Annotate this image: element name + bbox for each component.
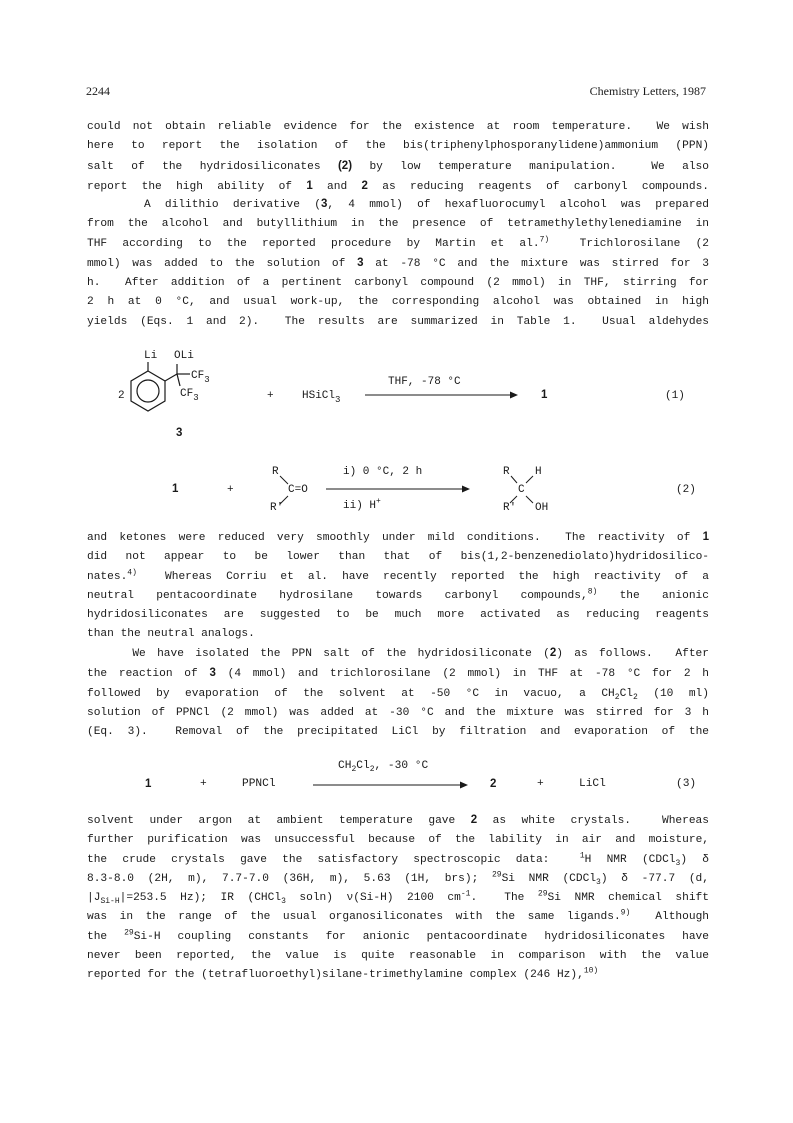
compound-3-label: 3: [176, 427, 183, 439]
product-1: 1: [541, 389, 548, 401]
group-cf3-bottom: $CF_3$: [180, 388, 199, 403]
text-line: We have isolated the PPN salt of the hydridosiliconate (2) as follows. After: [87, 647, 709, 660]
paragraph-characterization: [87, 811, 709, 986]
reactant-1: 1: [145, 778, 152, 790]
text-line: mmol) was added to the solution of 3 at -78 °C and the mixture was stirred for 3: [87, 256, 709, 270]
product-carbon: C: [518, 484, 525, 496]
text-line: and ketones were reduced very smoothly under mild conditions. The reactivity of 1: [87, 531, 709, 544]
plus-sign: +: [227, 484, 234, 496]
substituent-r: R: [272, 466, 279, 478]
reagent-ppncl: PPNCl: [242, 778, 276, 790]
text-line: than the neutral analogs.: [87, 628, 255, 641]
conditions-step-2: ii) H+: [343, 497, 381, 512]
paragraph-intro-continuation: [87, 118, 709, 197]
benzene-ring: [131, 371, 165, 411]
product-hydrogen: H: [535, 466, 542, 478]
text-line: h. After addition of a pertinent carbonyl compound (2 mmol) in THF, stirring for: [87, 277, 709, 290]
text-line: the crude crystals gave the satisfactory spectroscopic data: $^1$H NMR (CDCl$_3$) δ: [87, 850, 709, 868]
reaction-arrow: [313, 780, 473, 790]
substituent-r-prime: R': [270, 502, 284, 514]
text-line: the reaction of 3 (4 mmol) and trichlorosilane (2 mmol) in THF at -78 °C for 2 h: [87, 667, 709, 681]
text-line: report the high ability of 1 and 2 as reducing reagents of carbonyl compounds.: [87, 179, 709, 193]
plus-sign: +: [537, 778, 544, 790]
paragraph-synthesis: [87, 195, 709, 332]
text-line: A dilithio derivative (3, 4 mmol) of hexafluorocumyl alcohol was prepared: [87, 198, 709, 211]
bond-cf3-b: [177, 374, 180, 386]
product-hydroxyl: OH: [535, 502, 549, 514]
text-line: 2 h at 0 °C, and usual work-up, the corresponding alcohol was obtained in high: [87, 296, 709, 309]
text-line: the $^{29}$Si-H coupling constants for anionic pentacoordinate hydridosiliconates have: [87, 928, 709, 943]
paragraph-isolation: [87, 644, 709, 742]
arrowhead: [460, 782, 468, 789]
equation-number-2: (2): [676, 484, 696, 496]
arrowhead: [462, 486, 470, 493]
arrowhead: [510, 392, 518, 399]
plus-sign: +: [200, 778, 207, 790]
group-cf3-top: $CF_3$: [191, 370, 210, 385]
text-line: solution of PPNCl (2 mmol) was added at -30 °C and the mixture was stirred for 3 h: [87, 706, 709, 719]
bond-c: [165, 374, 177, 381]
page-number: 2244: [86, 84, 110, 98]
product-substituent-r-prime: R': [503, 502, 517, 514]
text-line: $|J_{Si-H}|=253.5$ Hz); IR (CHCl$_3$ soln) ν(Si-H) 2100 $cm^{-1}$. The $^{29}$Si NMR chemical shift: [87, 889, 709, 907]
text-line: did not appear to be lower than that of bis(1,2-benzenediolato)hydridosilico-: [87, 551, 709, 564]
coefficient-2: 2: [118, 390, 125, 402]
text-line: never been reported, the value is quite reasonable in comparison with the value: [87, 950, 709, 963]
equation-1-drawing: [0, 340, 793, 460]
text-line: 8.3-8.0 (2H, m), 7.7-7.0 (36H, m), 5.63 (1H, brs); $^{29}$Si NMR (CDCl$_3$) δ -77.7 (d,: [87, 870, 709, 888]
conditions-eq1: THF, -78 °C: [388, 376, 461, 388]
text-line: THF according to the reported procedure by Martin et al.$^{7)}$ Trichlorosilane (2: [87, 234, 709, 250]
text-line: nates.$^{4)}$ Whereas Corriu et al. have recently reported the high reactivity of a: [87, 567, 709, 583]
text-line: was in the range of the usual organosiliconates with the same ligands.$^{9)}$ Although: [87, 908, 710, 924]
product-2: 2: [490, 778, 497, 790]
product-substituent-r: R: [503, 466, 510, 478]
atom-li: Li: [144, 350, 158, 362]
equation-number-3: (3): [676, 778, 697, 790]
reagent-hsicl3: HSiCl$_3$: [302, 390, 341, 405]
text-line: further purification was unsuccessful because of the lability in air and moisture,: [87, 834, 709, 847]
text-line: followed by evaporation of the solvent at -50 °C in vacuo, a $CH_2Cl_2$ (10 ml): [87, 687, 709, 702]
byproduct-licl: LiCl: [579, 778, 606, 790]
journal-citation: Chemistry Letters, 1987: [589, 84, 706, 98]
text-line: from the alcohol and butyllithium in the presence of tetramethylethylenediamine in: [87, 218, 709, 231]
reactant-1: 1: [172, 483, 179, 495]
text-line: here to report the isolation of the bis(triphenylphosporanylidene)ammonium (PPN): [87, 140, 709, 153]
text-line: (Eq. 3). Removal of the precipitated LiCl by filtration and evaporation of the: [87, 726, 709, 739]
plus-sign: +: [267, 390, 274, 402]
text-line: salt of the hydridosiliconates (2) by low temperature manipulation. We also: [87, 159, 709, 173]
atom-oli: OLi: [174, 350, 194, 362]
equation-2-drawing: [0, 460, 793, 520]
carbonyl-group: C=O: [288, 484, 308, 496]
paragraph-reactivity: [87, 528, 709, 645]
conditions-step-1: i) 0 °C, 2 h: [343, 466, 423, 478]
text-line: reported for the (tetrafluoroethyl)silane-trimethylamine complex (246 Hz),$^{10)}$: [87, 966, 599, 982]
text-line: could not obtain reliable evidence for the existence at room temperature. We wish: [87, 121, 709, 133]
text-line: solvent under argon at ambient temperature gave 2 as white crystals. Whereas: [87, 814, 709, 827]
conditions-eq3: $CH_2Cl_2$, -30 °C: [338, 760, 429, 775]
equation-number-1: (1): [665, 390, 685, 402]
text-line: hydridosiliconates are suggested to be much more activated as reducing reagents: [87, 609, 709, 622]
text-line: yields (Eqs. 1 and 2). The results are summarized in Table 1. Usual aldehydes: [87, 315, 709, 328]
text-line: neutral pentacoordinate hydrosilane towards carbonyl compounds,$^{8)}$ the anionic: [87, 587, 709, 602]
page-header: [86, 84, 706, 100]
